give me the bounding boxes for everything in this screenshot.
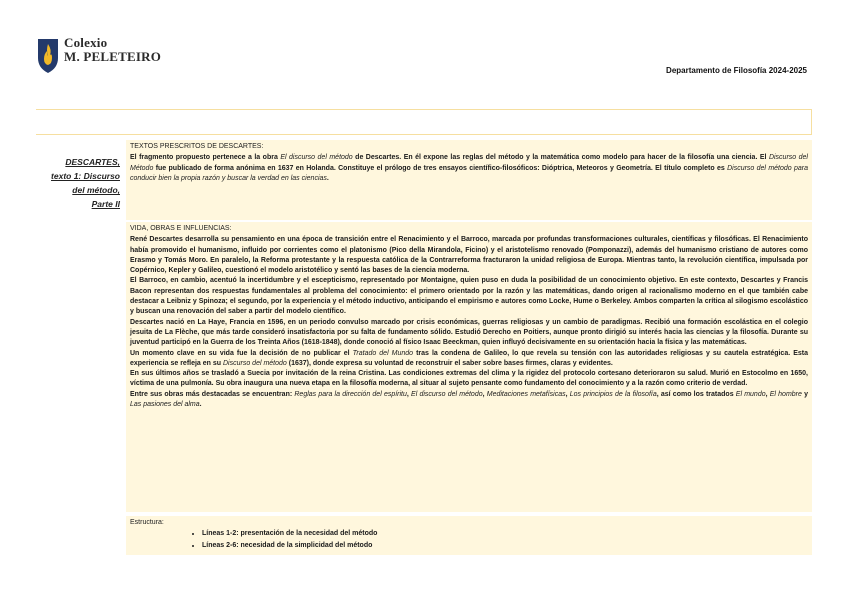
label-line: Parte II — [91, 199, 120, 209]
department-title: Departamento de Filosofía 2024-2025 — [666, 66, 807, 75]
school-logo — [37, 36, 161, 74]
list-item: • Líneas 1-2: presentación de la necesidad del método — [202, 529, 808, 539]
estructura-list — [130, 529, 808, 551]
vida-paragraph: Un momento clave en su vida fue la decisión de no publicar el Tratado del Mundo tras la condena de Galileo, lo que revela su tensión con las autoridades religiosas y su cautela estratégica. Esta experiencia se refleja en su Discurso del método (1637), donde expresa su voluntad de reconstruir el saber sobre bases firmes, claras y evidentes. — [130, 349, 808, 367]
section-heading: Estructura: — [130, 519, 164, 526]
section-heading: TEXTOS PRESCRITOS DE DESCARTES: — [130, 143, 264, 150]
vida-paragraph: Descartes nació en La Haye, Francia en 1596, en un periodo convulso marcado por crisis económicas, guerras religiosas y un cambio de paradigmas. Recibió una formación escolástica en el colegio jesuita de La Flèche, que más tarde consideró insatisfactoria por su falta de fundamento sólido. Estudió Derecho en Poitiers, aunque pronto dirigió su interés hacia las ciencias y la filosofía. Durante su juventud participó en la Guerra de los Treinta Años (1618-1848), donde conoció al físico Isaac Beeckman, quien influyó decisivamente en su orientación hacia la física y las matemáticas. — [130, 318, 808, 347]
header-table-row — [36, 109, 812, 135]
label-line: DESCARTES, — [65, 157, 120, 167]
vida-paragraph: El Barroco, en cambio, acentuó la incertidumbre y el escepticismo, representado por Montaigne, quien puso en duda la posibilidad de un conocimiento objetivo. En este contexto, Descartes y Francis Bacon representan dos respuestas fundamentales al problema del conocimiento: el primero orientado por la razón y las matemáticas, dando origen al racionalismo moderno en el que también cabe destacar a Leibniz y Spinoza; el segundo, por la experiencia y el método inductivo, anticipando el empirismo e autores como Locke, Hume o Berkeley. Ambos comparten la crítica al silogismo escolástico y buscan una renovación del saber a partir del modelo científico. — [130, 277, 808, 316]
obras-paragraph: Entre sus obras más destacadas se encuentran: Reglas para la dirección del espíritu, El discurso del método, Meditaciones metafísicas, Los principios de la filosofía, así como los tratados El mundo, El hombre y Las pasiones del alma. — [130, 390, 808, 409]
shield-flame-icon — [37, 36, 59, 74]
school-name-line1: Colexio — [64, 35, 108, 50]
list-item: • Líneas 2-6: necesidad de la simplicidad del método — [202, 541, 808, 551]
label-line: del método, — [72, 185, 120, 195]
school-name-line2: M. PELETEIRO — [64, 49, 162, 64]
estructura-section — [126, 516, 812, 555]
label-line: texto 1: Discurso — [51, 171, 120, 181]
textos-prescritos-section — [126, 140, 812, 220]
text-reference-label — [40, 155, 120, 211]
vida-paragraph: En sus últimos años se trasladó a Suecia por invitación de la reina Cristina. Las condiciones extremas del clima y la rigidez del protocolo cortesano deterioraron su salud. Murió en Estocolmo en 1650, víctima de una pulmonía. Su obra inaugura una nueva etapa en la filosofía moderna, al situar al sujeto pensante como fundamento del conocimiento y a la razón como criterio de verdad. — [130, 370, 808, 388]
section-heading: VIDA, OBRAS E INFLUENCIAS: — [130, 225, 232, 232]
vida-obras-section — [126, 222, 812, 512]
vida-paragraph: René Descartes desarrolla su pensamiento en una época de transición entre el Renacimiento y el Barroco, marcada por profundas transformaciones culturales, científicas y filosóficas. El Renacimiento había promovido el humanismo, influido por corrientes como el platonismo (Pico della Mirandola, Ficino) y el aristotelismo renovado (Pomponazzi), además del humanismo cristiano de autores como Erasmo y Tomás Moro. En paralelo, la Reforma protestante y la respuesta católica de la Contrarreforma fracturaron la unidad religiosa de Europa. Mientras tanto, la revolución científica, impulsada por Copérnico, Kepler y Galileo, cuestionó el modelo aristotélico y sentó las bases de la ciencia moderna. — [130, 236, 808, 275]
textos-paragraph: El fragmento propuesto pertenece a la obra El discurso del método de Descartes. En él expone las reglas del método y la matemática como modelo para hacer de la filosofía una ciencia. El Discurso del Método fue publicado de forma anónima en 1637 en Holanda. Constituye el prólogo de tres ensayos científico-filosóficos: Dióptrica, Meteoros y Geometría. El título completo es Discurso del método para conducir bien la propia razón y buscar la verdad en las ciencias. — [130, 154, 809, 182]
